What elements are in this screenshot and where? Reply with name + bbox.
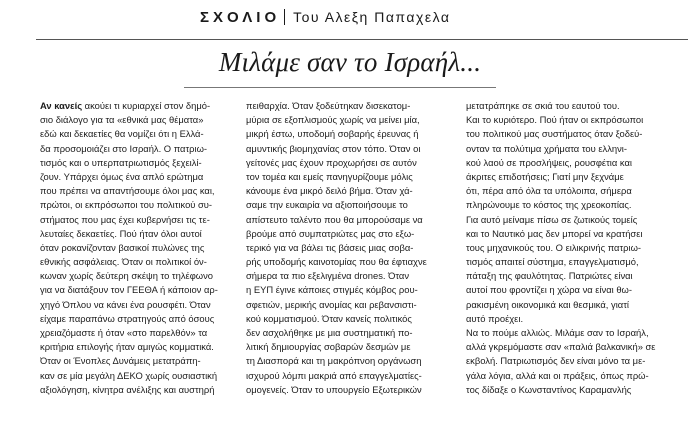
text-line: [246, 283, 442, 297]
text-line: [466, 283, 662, 297]
text-line: [40, 312, 236, 326]
text-line-content: μετατράπηκε σε σκιά του εαυτού του.: [466, 100, 620, 111]
text-line: [40, 283, 236, 297]
text-line: [466, 113, 662, 127]
text-line-content: τους μηχανικούς του. Ο ειλικρινής πατριω-: [466, 241, 642, 253]
text-line: [246, 113, 442, 127]
text-line: [40, 213, 236, 227]
text-line: [246, 184, 442, 198]
text-line: [466, 184, 662, 198]
text-line-content: γάλα λόγια, αλλά και οι πράξεις, όπως πρώ-: [466, 369, 649, 381]
text-line-content: ζουν. Υπάρχει όμως ένα απλό ερώτημα: [40, 170, 204, 182]
text-line: [246, 127, 442, 141]
text-line-content: κού κομματισμού. Όταν κανείς πολιτικός: [246, 312, 412, 324]
text-line: [40, 198, 236, 212]
text-line: [466, 198, 662, 212]
text-line: [40, 142, 236, 156]
text-line-content: όταν ροκανίζονταν βασικοί πυλώνες της: [40, 241, 205, 253]
text-line-content: σαμε την ευκαιρία να αξιοποιήσουμε το: [246, 199, 408, 211]
text-line: [40, 298, 236, 312]
text-line: [40, 184, 236, 198]
text-line-content: κού λαού σε προσλήψεις, ρουσφέτια και: [466, 156, 632, 168]
text-line-content: πειθαρχία. Όταν ξοδεύτηκαν δισεκατομ-: [246, 100, 411, 111]
text-line: [466, 241, 662, 255]
text-line-content: τισμός και ο υπερπατριωτισμός ξεχειλί-: [40, 156, 202, 168]
headline-rule: [184, 87, 496, 88]
text-line-content: τον τομέα και εμείς πανηγυρίζουμε μόλις: [246, 170, 413, 182]
text-line-content: Για αυτό μείναμε πίσω σε ζωτικούς τομείς: [466, 213, 638, 225]
text-line: [246, 340, 442, 354]
text-line: [40, 383, 236, 397]
text-line-content: μύρια σε εξοπλισμούς χωρίς να μείνει μία,: [246, 114, 420, 126]
text-line: [40, 127, 236, 141]
text-line: [466, 127, 662, 141]
text-line-content: τος δίδαξε ο Κωνσταντίνος Καραμανλής: [466, 383, 632, 395]
text-line-content: για να διατάξουν τον ΓΕΕΘΑ ή κάποιον αρ-: [40, 284, 218, 296]
text-line: [466, 156, 662, 170]
text-line-content: δα προσομοιάζει στο Ισραήλ. Ο πατριω-: [40, 142, 208, 154]
text-line-content: σιο διάλογο για τα «εθνικά μας θέματα»: [40, 114, 204, 126]
text-line-content: Όταν οι Ένοπλες Δυνάμεις μετατράπη-: [40, 355, 201, 367]
text-line: [246, 227, 442, 241]
text-line: [466, 340, 662, 354]
text-line: [246, 198, 442, 212]
text-line: [466, 99, 662, 113]
text-line: [40, 255, 236, 269]
text-line-content: Να το πούμε αλλιώς. Μιλάμε σαν το Ισραήλ,: [466, 327, 649, 338]
text-line-content: λευταίες δεκαετίες. Πού ήταν όλοι αυτοί: [40, 227, 202, 239]
text-line: [40, 99, 236, 113]
text-line-content: μικρή έστω, υποδομή σοβαρής έρευνας ή: [246, 128, 419, 140]
text-line: [40, 340, 236, 354]
lead-in: Αν κανείς: [40, 100, 83, 111]
text-line-content: ακούει τι κυριαρχεί στον δημό-: [82, 100, 211, 111]
text-line-content: γείτονές μας έχουν προχωρήσει σε αυτόν: [246, 156, 417, 168]
text-line-content: άκριτες επιδοτήσεις; Γιατί μην ξεχνάμε: [466, 170, 624, 182]
column-header: [200, 6, 450, 28]
text-line: [246, 241, 442, 255]
text-line: [246, 99, 442, 113]
article-column-1: [40, 99, 236, 397]
text-line: [40, 227, 236, 241]
section-label: ΣΧΟΛΙΟ: [200, 8, 281, 26]
text-line-content: που πρέπει να απαντήσουμε όλοι μας και,: [40, 185, 215, 197]
text-line-content: αλλά γκρεμόμαστε σαν «παλιά βαλκανική» σε: [466, 341, 656, 353]
text-line-content: τερικό για να βάλει τις βάσεις μιας σοβα-: [246, 241, 414, 253]
text-line: [40, 241, 236, 255]
text-line: [246, 298, 442, 312]
text-line: [466, 227, 662, 241]
text-line-content: αμυντικής βιομηχανίας στον τόπο. Όταν οι: [246, 142, 421, 154]
text-line-content: βρούμε από συμπατριώτες μας στο εξω-: [246, 227, 415, 239]
text-line-content: του πολιτικού μας συστήματος όταν ξοδεύ-: [466, 128, 643, 140]
text-line: [466, 369, 662, 383]
article-column-3: [466, 99, 662, 397]
text-line: [466, 354, 662, 368]
text-line-content: η ΕΥΠ έγινε κάποιες στιγμές κόμβος ρου-: [246, 284, 418, 296]
text-line-content: Και το κυριότερο. Πού ήταν οι εκπρόσωποι: [466, 114, 644, 126]
text-line-content: κάνουμε ένα μικρό δειλό βήμα. Όταν χά-: [246, 185, 413, 197]
text-line: [246, 142, 442, 156]
text-line: [466, 255, 662, 269]
text-line-content: και το Ναυτικό μας δεν μπορεί να κρατήσει: [466, 227, 643, 239]
text-line-content: τη Διασπορά και τη μακρόπνοη οργάνωση: [246, 355, 422, 367]
text-line: [40, 113, 236, 127]
text-line: [466, 269, 662, 283]
text-line: [40, 269, 236, 283]
text-line-content: πάταξη της φαυλότητας. Πατριώτες είναι: [466, 270, 633, 282]
text-line-content: σφετιών, μερικής ανομίας και ρεβανσιστι-: [246, 298, 417, 310]
text-line-content: αυτό προέχει.: [466, 312, 524, 324]
text-line-content: ότι, πέρα από όλα τα υπόλοιπα, σήμερα: [466, 185, 632, 197]
text-line: [40, 156, 236, 170]
text-line: [40, 354, 236, 368]
text-line: [466, 298, 662, 312]
text-line: [246, 369, 442, 383]
text-line: [40, 369, 236, 383]
text-line-content: ρακισμένη οικονομικά και θεσμικά, γιατί: [466, 298, 629, 310]
text-line: [246, 213, 442, 227]
text-line-content: ονταν τα πολύτιμα χρήματα του ελληνι-: [466, 142, 628, 154]
text-line-content: χρειαζόμαστε ή όταν «στο παρελθόν» τα: [40, 327, 208, 338]
text-line: [40, 170, 236, 184]
text-line: [466, 383, 662, 397]
text-line-content: κωναν χωρίς δεύτερη σκέψη το τηλέφωνο: [40, 270, 214, 282]
text-line-content: πρώτοι, οι εκπρόσωποι του πολιτικού συ-: [40, 199, 213, 211]
text-line-content: εκβολή. Πατριωτισμός δεν είναι μόνο τα με-: [466, 355, 646, 367]
text-line: [246, 326, 442, 340]
text-line-content: δεν ασχολήθηκε με μια συστηματική πο-: [246, 327, 413, 338]
text-line-content: είχαμε παραπάνω στρατηγούς από όσους: [40, 312, 215, 324]
text-line-content: εδώ και δεκαετίες θα νομίζει ότι η Ελλά-: [40, 128, 204, 140]
text-line-content: κριτήρια επιλογής ήταν αμιγώς κομματικά.: [40, 341, 214, 353]
text-line: [246, 255, 442, 269]
text-line: [246, 354, 442, 368]
text-line: [246, 383, 442, 397]
text-line-content: πληρώνουμε το κόστος της χρεοκοπίας.: [466, 199, 632, 211]
text-line-content: σήμερα τα πιο εξελιγμένα drones. Όταν: [246, 270, 410, 282]
text-line: [466, 170, 662, 184]
byline: Του Αλεξη Παπαχελα: [293, 9, 451, 25]
text-line-content: χηγό Όπλου να κάνει ένα ρουσφέτι. Όταν: [40, 298, 211, 310]
text-line: [246, 156, 442, 170]
text-line: [40, 326, 236, 340]
text-line: [466, 312, 662, 326]
text-line: [246, 170, 442, 184]
text-line-content: τισμός απαιτεί σύστημα, επαγγελματισμό,: [466, 256, 639, 268]
text-line-content: καν σε μία μεγάλη ΔΕΚΟ χωρίς ουσιαστική: [40, 369, 218, 381]
article-column-2: [246, 99, 442, 397]
text-line-content: ομογενείς. Όταν το υπουργείο Εξωτερικών: [246, 383, 422, 395]
headline: Μιλάμε σαν το Ισραήλ...: [218, 47, 482, 77]
text-line-content: ρής υποδομής καινοτομίας που θα έφτιαχνε: [246, 256, 427, 268]
text-line-content: εθνικής ασφάλειας. Όταν οι πολιτικοί όν-: [40, 256, 207, 268]
text-line-content: λιτική δημιουργίας σοβαρών δεσμών με: [246, 341, 411, 353]
text-line: [466, 142, 662, 156]
text-line: [466, 213, 662, 227]
text-line: [246, 269, 442, 283]
text-line-content: αξιολόγηση, κίνητρα ανέλιξης και αυστηρή: [40, 383, 215, 395]
header-divider: [284, 9, 285, 25]
text-line-content: απίστευτο ταλέντο που θα μπορούσαμε να: [246, 213, 423, 225]
text-line-content: ισχυρού λόμπι μακριά από επαγγελματίες-: [246, 369, 422, 381]
text-line-content: αυτοί που φροντίζει η χώρα να είναι θω-: [466, 284, 632, 296]
text-line: [466, 326, 662, 340]
top-rule: [36, 39, 688, 40]
text-line: [246, 312, 442, 326]
text-line-content: στήματος που μας έχει κυβερνήσει τις τε-: [40, 213, 210, 225]
